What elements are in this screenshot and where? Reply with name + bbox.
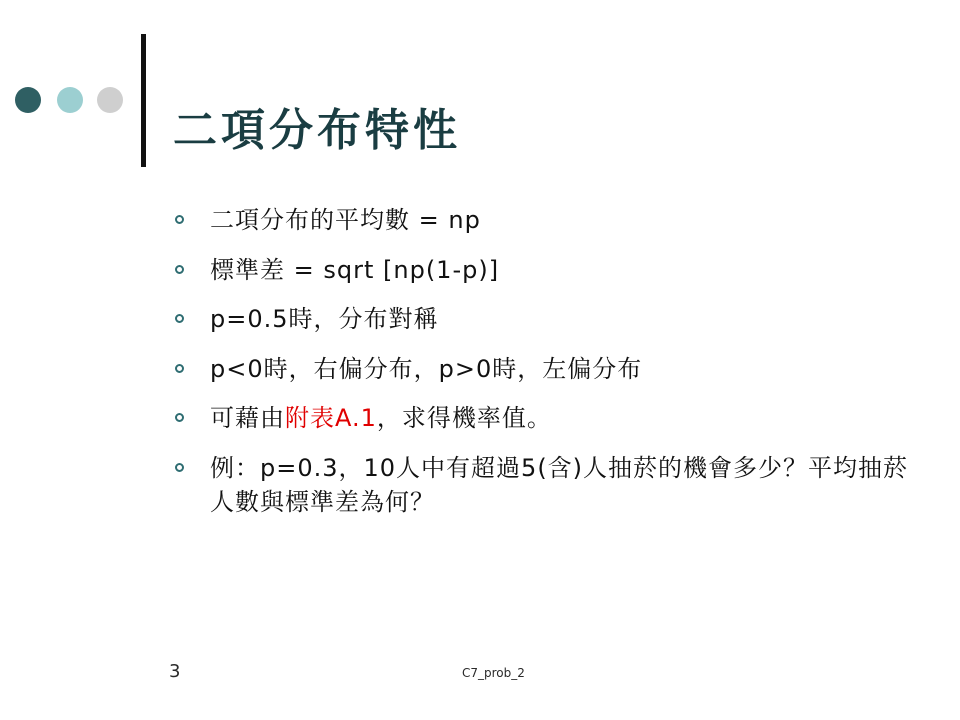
- decorative-dot-gray: [97, 87, 123, 113]
- bullet-text-after: ，求得機率值。: [376, 404, 552, 432]
- bullet-icon: [175, 413, 184, 422]
- bullet-text: 例：p=0.3，10人中有超過5(含)人抽菸的機會多少？平均抽菸人數與標準差為何？: [210, 453, 909, 516]
- footer-label: C7_prob_2: [462, 666, 525, 680]
- page-number: 3: [169, 661, 181, 682]
- bullet-icon: [175, 364, 184, 373]
- bullet-item: [173, 401, 913, 435]
- bullet-text: p<0時，右偏分布，p>0時，左偏分布: [210, 354, 643, 383]
- bullet-text: 二項分布的平均數 = np: [210, 206, 481, 234]
- bullet-item: [173, 253, 913, 287]
- bullet-icon: [175, 265, 184, 274]
- bullet-text-before: 可藉由: [210, 404, 285, 432]
- bullet-item: [173, 302, 913, 336]
- bullet-icon: [175, 463, 184, 472]
- bullet-item: [173, 451, 913, 519]
- bullet-list: [173, 203, 913, 534]
- title-divider: [141, 34, 146, 167]
- bullet-text: 標準差 = sqrt [np(1-p)]: [210, 255, 500, 284]
- appendix-reference-text: 附表A.1: [285, 404, 377, 432]
- bullet-item: [173, 203, 913, 237]
- bullet-text: p=0.5時，分布對稱: [210, 305, 439, 333]
- decorative-dot-dark: [15, 87, 41, 113]
- bullet-icon: [175, 215, 184, 224]
- bullet-icon: [175, 314, 184, 323]
- decorative-dot-light: [57, 87, 83, 113]
- bullet-item: [173, 352, 913, 386]
- slide-title: 二項分布特性: [173, 105, 461, 157]
